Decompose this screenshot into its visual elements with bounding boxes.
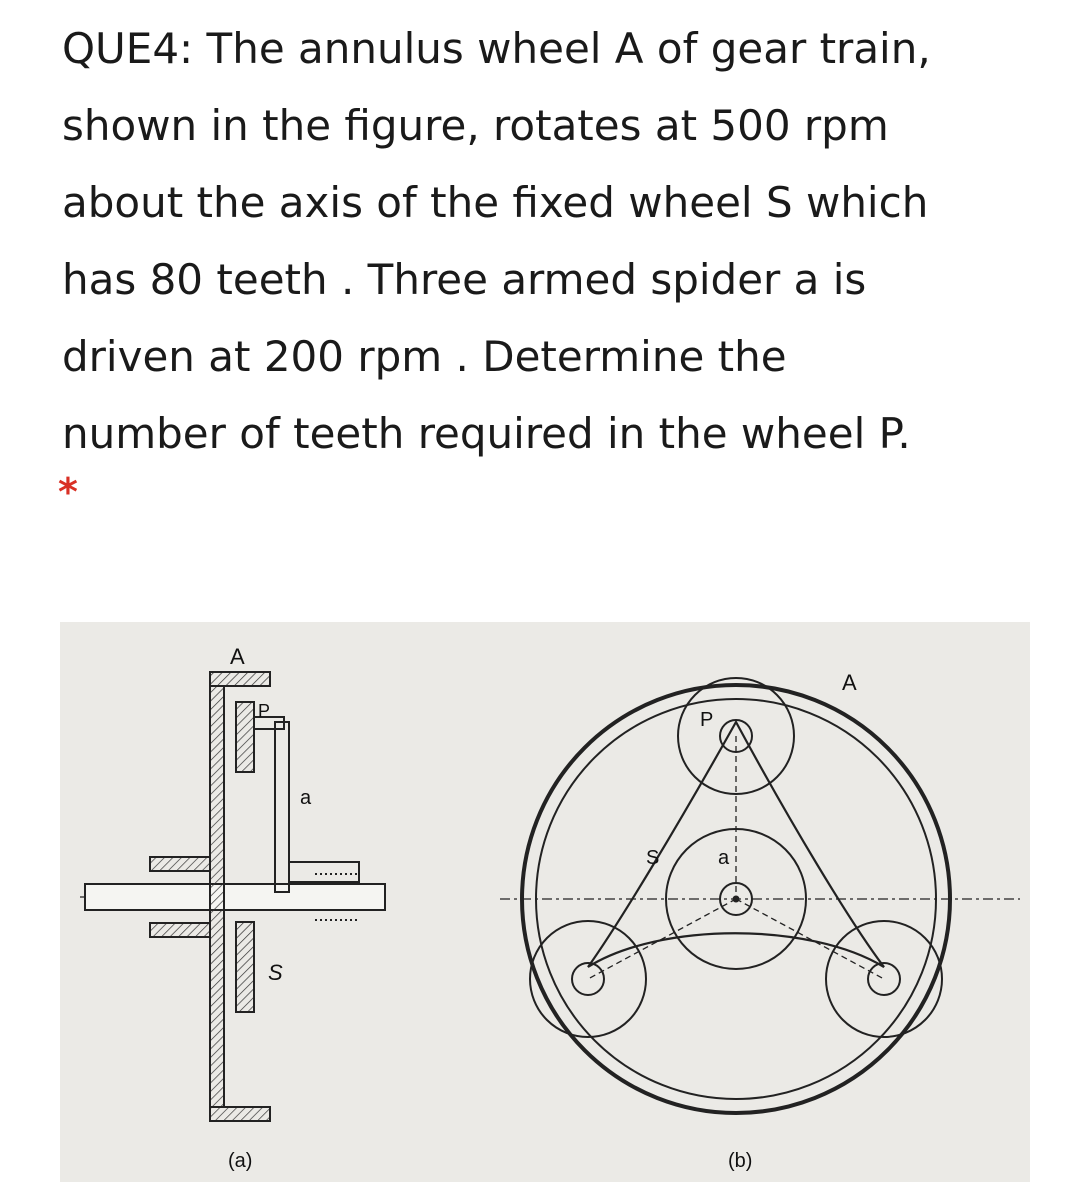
required-asterisk: *: [58, 470, 78, 514]
label-sun-s: S: [268, 960, 283, 985]
question-line: driven at 200 rpm . Determine the: [62, 332, 787, 381]
label-planet-p: P: [700, 709, 714, 731]
label-sun-s: S: [646, 847, 660, 869]
question-line: number of teeth required in the wheel P.: [62, 409, 911, 458]
gear-train-figure: [60, 622, 1030, 1182]
label-annulus-a: A: [842, 670, 857, 695]
caption-a: (a): [228, 1150, 253, 1172]
label-planet-p: P: [258, 701, 271, 721]
label-spider-a: a: [718, 847, 730, 869]
question-line: shown in the figure, rotates at 500 rpm: [62, 101, 889, 150]
view-b-front: [500, 678, 1020, 1113]
question-line: about the axis of the fixed wheel S which: [62, 178, 929, 227]
label-spider-a: a: [300, 787, 312, 809]
label-annulus-a: A: [230, 644, 245, 669]
view-a-section: [80, 672, 385, 1121]
gear-train-diagram: [60, 622, 1030, 1182]
view-b-labels: [646, 670, 857, 1172]
question-line: has 80 teeth . Three armed spider a is: [62, 255, 867, 304]
question-line: QUE4: The annulus wheel A of gear train,: [62, 24, 931, 73]
question-text: [62, 10, 1052, 472]
caption-b: (b): [728, 1150, 753, 1172]
